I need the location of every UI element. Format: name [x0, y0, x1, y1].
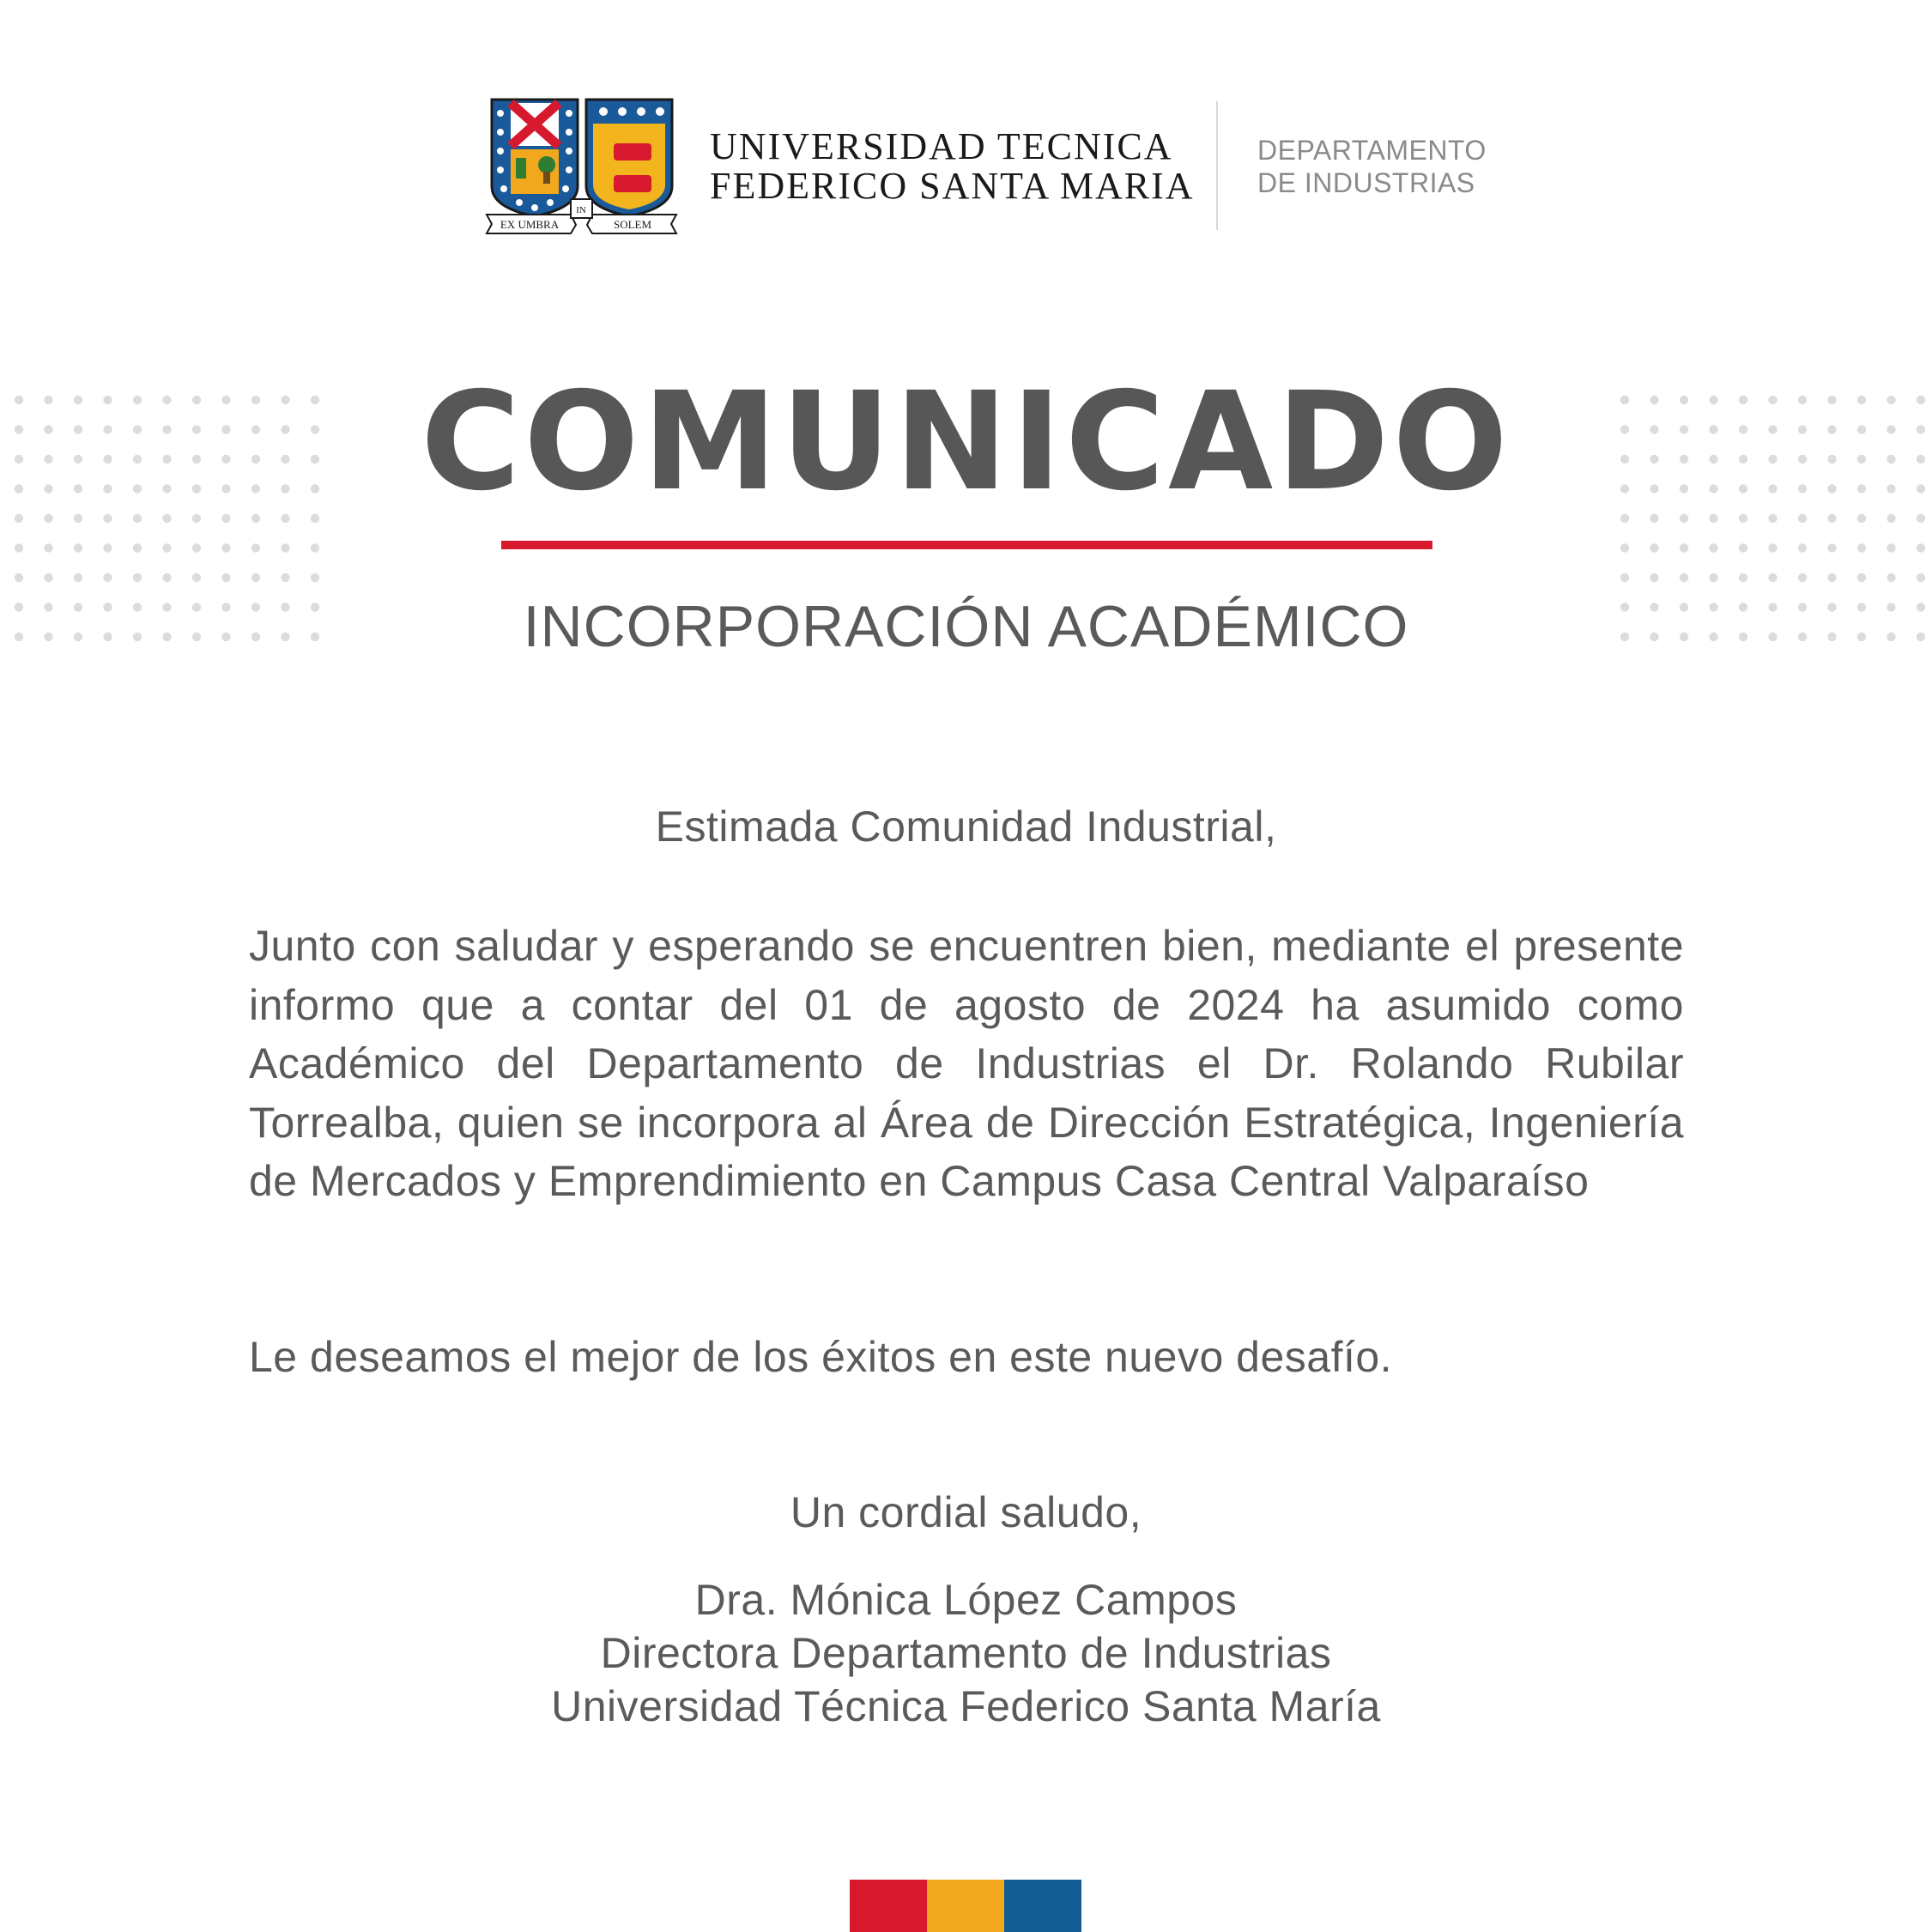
- header-divider: [1216, 101, 1218, 230]
- svg-text:SOLEM: SOLEM: [613, 218, 652, 231]
- color-bar-yellow: [927, 1880, 1004, 1932]
- page-title: COMUNICADO: [421, 363, 1511, 521]
- signature-name: Dra. Mónica López Campos: [694, 1576, 1238, 1624]
- wish-text: Le deseamos el mejor de los éxitos en este nuevo desafío.: [249, 1333, 1393, 1381]
- closing: Un cordial saludo,: [790, 1488, 1142, 1536]
- department-name: [1257, 134, 1487, 199]
- department-line-2: DE INDUSTRIAS: [1257, 167, 1475, 198]
- svg-text:IN: IN: [576, 205, 586, 215]
- page-subtitle: INCORPORACIÓN ACADÉMICO: [523, 594, 1409, 659]
- university-name-line-1: UNIVERSIDAD TECNICA: [710, 125, 1173, 167]
- brand-color-bar: [850, 1880, 1081, 1932]
- header: [485, 96, 1487, 238]
- university-name-line-2: FEDERICO SANTA MARIA: [710, 165, 1195, 207]
- university-crest-icon: [485, 96, 678, 236]
- signature-role: Directora Departamento de Industrias: [600, 1629, 1332, 1677]
- greeting: Estimada Comunidad Industrial,: [655, 802, 1277, 851]
- department-line-1: DEPARTAMENTO: [1257, 135, 1487, 166]
- title-underline: [501, 541, 1432, 549]
- signature-institution: Universidad Técnica Federico Santa María: [551, 1682, 1381, 1730]
- body-paragraph: Junto con saludar y esperando se encuentren bien, mediante el presente informo que a contar del 01 de agosto de 2024 ha asumido como Académico del Departamento de Industrias el Dr. Rolando Rubilar Torrealba, quien se incorpora al Área de Dirección Estratégica, Ingeniería de Mercados y Emprendimiento en Campus Casa Central Valparaíso: [249, 922, 1684, 1205]
- university-name: [710, 127, 1195, 206]
- svg-text:EX UMBRA: EX UMBRA: [500, 218, 560, 231]
- signature-block: [0, 1573, 1932, 1733]
- color-bar-blue: [1004, 1880, 1081, 1932]
- color-bar-red: [850, 1880, 927, 1932]
